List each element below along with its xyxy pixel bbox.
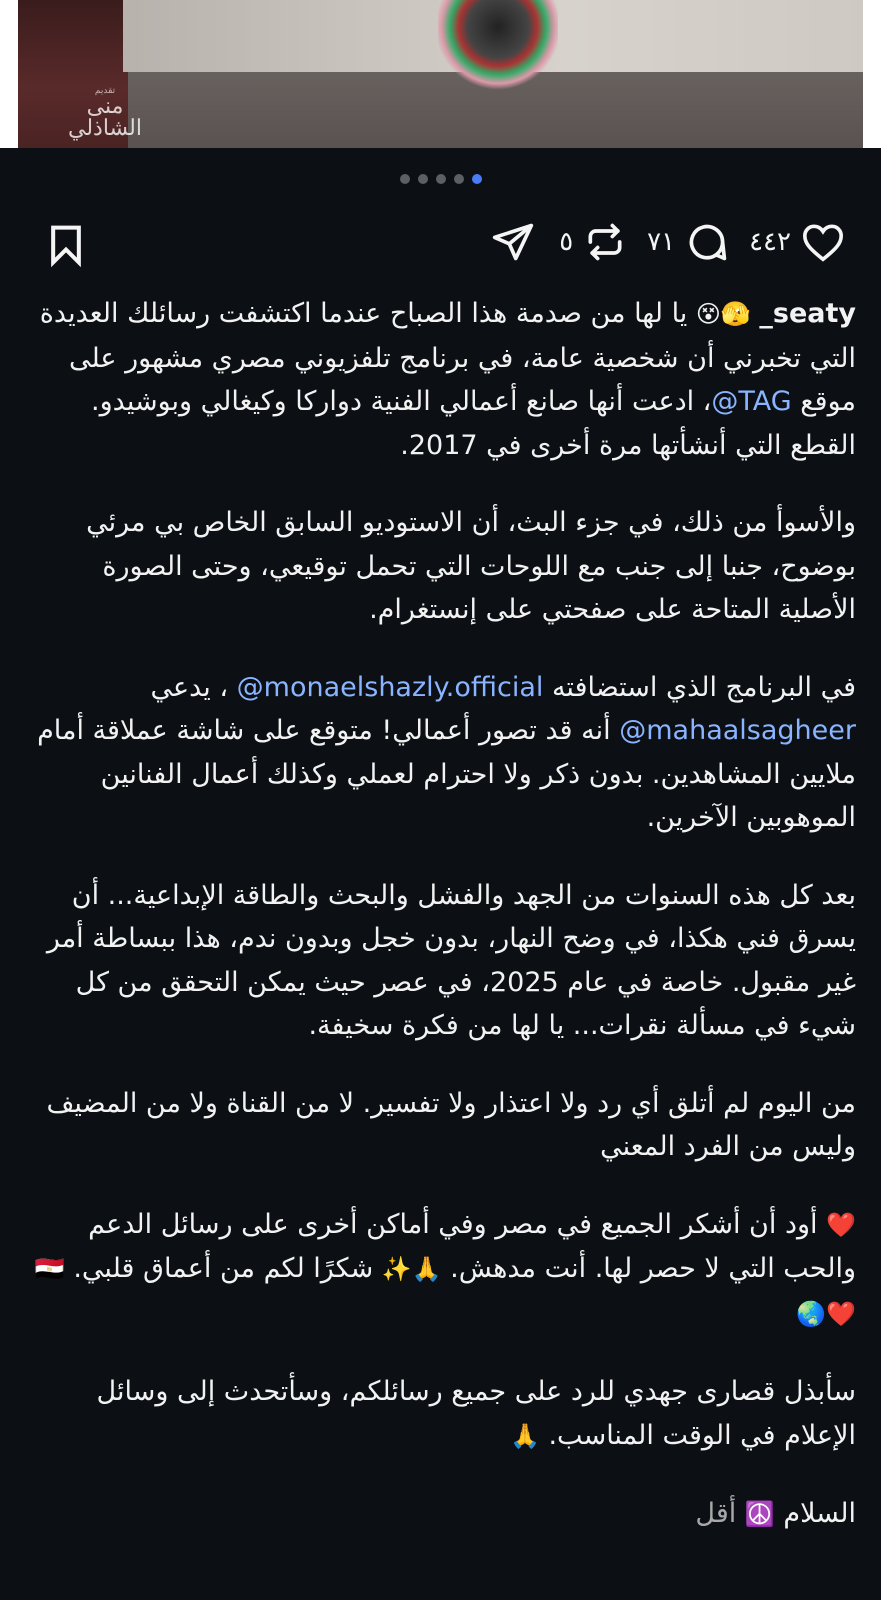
caption-text: أنه قد تصور أعمالي! متوقع على شاشة عملاقة أمام ملايين المشاهدين. بدون ذكر ولا احترام لعملي وكذلك أعمال الفنانين الموهوبين الآخرين. (37, 715, 856, 833)
caption-paragraph-5: من اليوم لم أتلق أي رد ولا اعتذار ولا تفسير. لا من القناة ولا من المضيف وليس من الفرد المعني (46, 1087, 856, 1162)
watermark-main: منى الشاذلي (68, 94, 142, 141)
caption-text: أود أن أشكر الجميع في مصر وفي أماكن أخرى على رسائل الدعم والحب التي لا حصر لها. أنت مدهش. (88, 1208, 856, 1284)
caption-paragraph-4: بعد كل هذه السنوات من الجهد والفشل والبحث والطاقة الإبداعية... أن يسرق فني هكذا، في وضح النهار، بدون خجل وبدون ندم، هذا ببساطة أمر غير مقبول. خاصة في عام 2025، في عصر حيث يمكن التحقق من كل شيء في مسألة نقرات... يا لها من فكرة سخيفة. (46, 879, 856, 1041)
peace-emoji: ☮️ (744, 1500, 775, 1528)
caption-username[interactable]: seaty_ (759, 298, 856, 329)
pray-sparkle-emoji: 🙏✨ (381, 1255, 442, 1283)
action-bar (32, 218, 847, 274)
repost-icon[interactable] (581, 218, 629, 266)
heart-emoji: ❤️ (826, 1210, 856, 1239)
carousel-dot[interactable] (454, 174, 464, 184)
caption-paragraph-7 (26, 1370, 856, 1458)
caption-text: سأبذل قصارى جهدي للرد على جميع رسائلكم، وسأتحدث إلى وسائل الإعلام في الوقت المناسب. (96, 1376, 856, 1451)
share-action[interactable] (489, 218, 537, 266)
bookmark-icon[interactable] (40, 222, 88, 270)
post-image[interactable] (18, 0, 863, 148)
carousel-dot[interactable] (436, 174, 446, 184)
caption-text: ، يدعي (150, 671, 237, 703)
repost-count: ٥ (559, 227, 574, 257)
see-less-link[interactable]: أقل (695, 1498, 745, 1529)
caption-text: في البرنامج الذي استضافته (543, 671, 856, 703)
heart-icon[interactable] (799, 218, 847, 266)
action-group (489, 218, 847, 266)
mention-mahaalsagheer[interactable]: mahaalsagheer@ (619, 715, 856, 746)
watermark-small: تقديم (94, 86, 116, 96)
flag-heart-globe-emoji: 🇪🇬❤️🌏 (34, 1255, 856, 1328)
caption-paragraph-8 (26, 1492, 856, 1537)
carousel-dots (0, 174, 881, 184)
pray-emoji: 🙏 (510, 1421, 540, 1450)
caption-paragraph-3 (26, 666, 856, 840)
caption-emoji-shock: 🫣😵 (695, 300, 751, 328)
image-figure (438, 0, 558, 90)
caption-paragraph-2: والأسوأ من ذلك، في جزء البث، أن الاستوديو السابق الخاص بي مرئي بوضوح، جنبا إلى جنب مع اللوحات التي تحمل توقيعي، وحتى الصورة الأصلية المتاحة على صفحتي على إنستغرام. (86, 507, 856, 625)
caption-text: ، ادعت أنها صانع أعمالي الفنية دواركا وكيغالي وبوشيدو. القطع التي أنشأتها مرة أخرى في 2017. (91, 386, 856, 461)
share-icon[interactable] (489, 218, 537, 266)
post-caption (26, 292, 856, 1537)
carousel-dot[interactable] (472, 174, 482, 184)
tv-watermark (60, 86, 150, 140)
caption-text: يا لها من صدمة هذا الصباح عندما اكتشفت رسائلك العديدة التي تخبرني أن شخصية عامة، في برنامج تلفزيوني مصري مشهور على موقع (39, 298, 856, 417)
like-count: ٤٤٢ (749, 227, 791, 257)
caption-text: السلام (774, 1498, 856, 1529)
mention-tag[interactable]: TAG@ (711, 386, 792, 417)
carousel-dot[interactable] (418, 174, 428, 184)
comment-count: ٧١ (647, 227, 676, 257)
comment-action[interactable] (647, 218, 731, 266)
carousel-dot[interactable] (400, 174, 410, 184)
caption-text: شكرًا لكم من أعماق قلبي. (64, 1253, 382, 1284)
like-action[interactable] (749, 218, 847, 266)
repost-action[interactable] (559, 218, 629, 266)
caption-paragraph-6 (26, 1203, 856, 1337)
post-media[interactable] (0, 0, 881, 148)
comment-icon[interactable] (683, 218, 731, 266)
mention-monaelshazly[interactable]: monaelshazly.official@ (236, 671, 544, 703)
caption-paragraph-1 (26, 292, 856, 467)
